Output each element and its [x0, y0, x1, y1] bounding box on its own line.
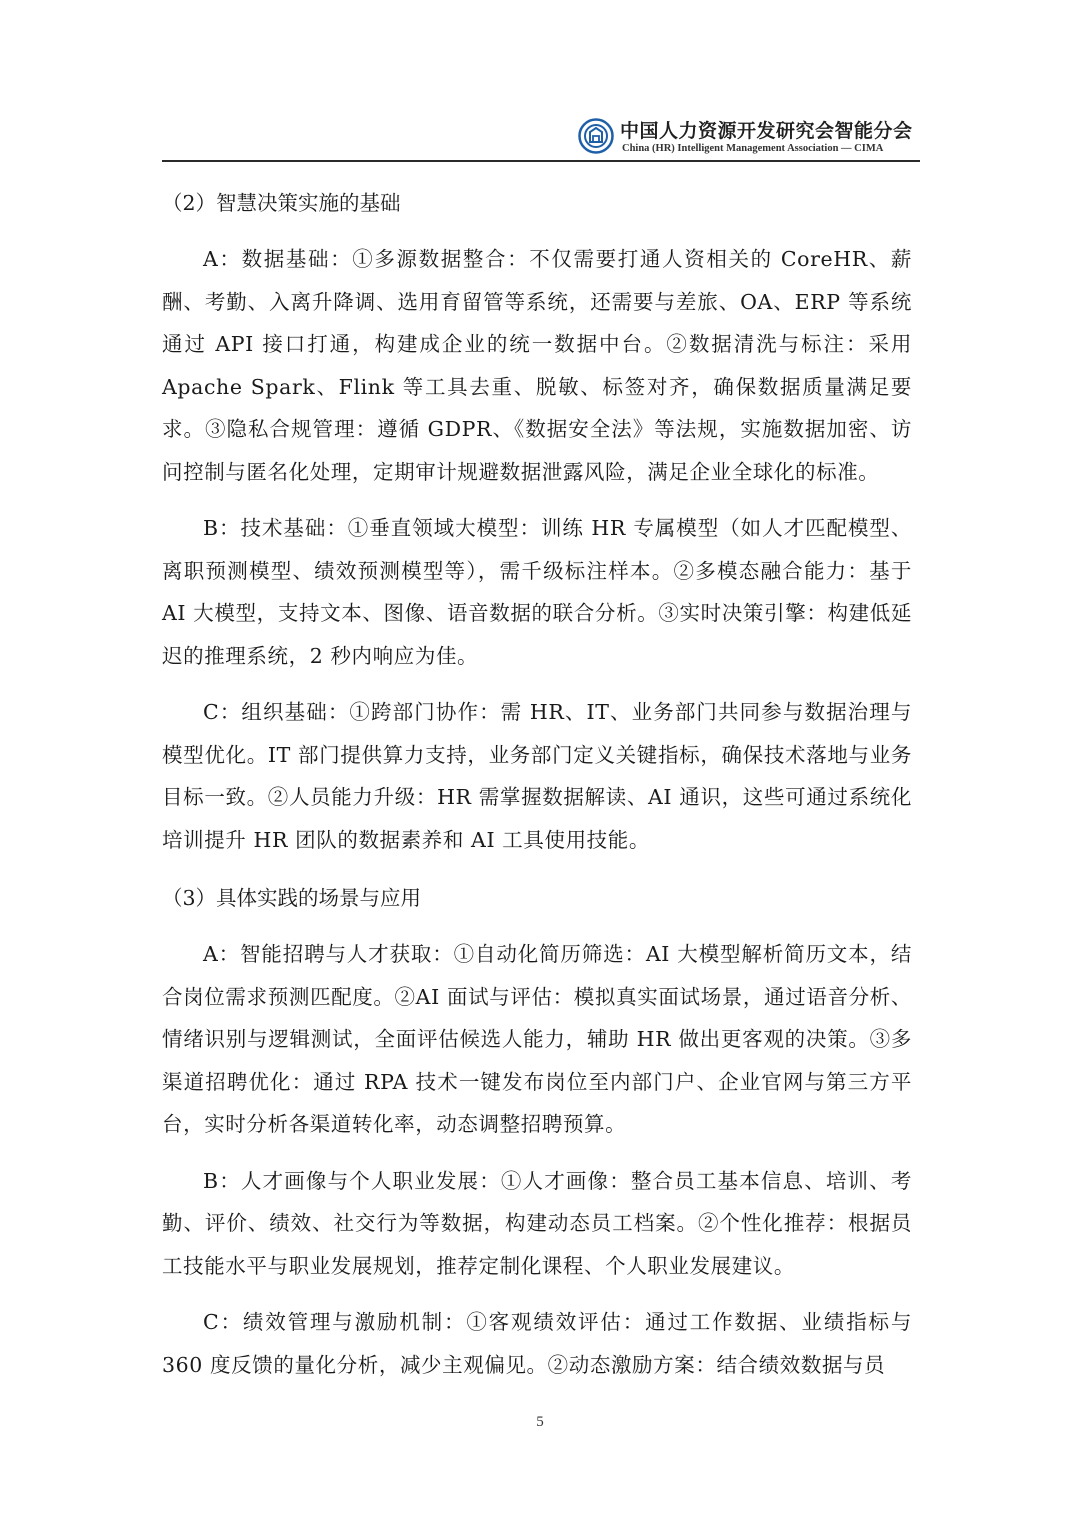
paragraph: B：人才画像与个人职业发展：①人才画像：整合员工基本信息、培训、考勤、评价、绩效、社交行为等数据，构建动态员工档案。②个性化推荐：根据员工技能水平与职业发展规划，推荐定制化课程、个人职业发展建议。 — [162, 1168, 912, 1278]
paragraph: A：智能招聘与人才获取：①自动化简历筛选：AI 大模型解析简历文本，结合岗位需求预测匹配度。②AI 面试与评估：模拟真实面试场景，通过语音分析、情绪识别与逻辑测试，全面评估候选人能力，辅助 HR 做出更客观的决策。③多渠道招聘优化：通过 RPA 技术一键发布岗位至内部门户、企业官网与第三方平台，实时分析各渠道转化率，动态调整招聘预算。 — [162, 942, 912, 1136]
document-body — [162, 180, 912, 1400]
page-number: 5 — [536, 1414, 544, 1430]
paragraph: C：绩效管理与激励机制：①客观绩效评估：通过工作数据、业绩指标与 360 度反馈的量化分析，减少主观偏见。②动态激励方案：结合绩效数据与员 — [162, 1310, 912, 1377]
section-heading: （2）智慧决策实施的基础 — [162, 191, 401, 215]
paragraph: B：技术基础：①垂直领域大模型：训练 HR 专属模型（如人才匹配模型、离职预测模型、绩效预测模型等），需千级标注样本。②多模态融合能力：基于 AI 大模型，支持文本、图像、语音数据的联合分析。③实时决策引擎：构建低延迟的推理系统，2 秒内响应为佳。 — [162, 516, 912, 668]
org-subtitle: China (HR) Intelligent Management Association — CIMA — [622, 143, 884, 154]
header-divider — [162, 160, 920, 162]
paragraph: C：组织基础：①跨部门协作：需 HR、IT、业务部门共同参与数据治理与模型优化。IT 部门提供算力支持，业务部门定义关键指标，确保技术落地与业务目标一致。②人员能力升级：HR 需掌握数据解读、AI 通识，这些可通过系统化培训提升 HR 团队的数据素养和 AI 工具使用技能。 — [162, 700, 912, 852]
section-heading: （3）具体实践的场景与应用 — [162, 886, 422, 910]
org-name: 中国人力资源开发研究会智能分会 — [620, 120, 913, 142]
page-header — [162, 112, 920, 160]
paragraph: A：数据基础：①多源数据整合：不仅需要打通人资相关的 CoreHR、薪酬、考勤、入离升降调、选用育留管等系统，还需要与差旅、OA、ERP 等系统通过 API 接口打通，构建成企业的统一数据中台。②数据清洗与标注：采用 Apache Spark、Flink 等工具去重、脱敏、标签对齐，确保数据质量满足要求。③隐私合规管理：遵循 GDPR、《数据安全法》等法规，实施数据加密、访问控制与匿名化处理，定期审计规避数据泄露风险，满足企业全球化的标准。 — [162, 247, 912, 484]
cima-logo-icon — [578, 118, 614, 154]
